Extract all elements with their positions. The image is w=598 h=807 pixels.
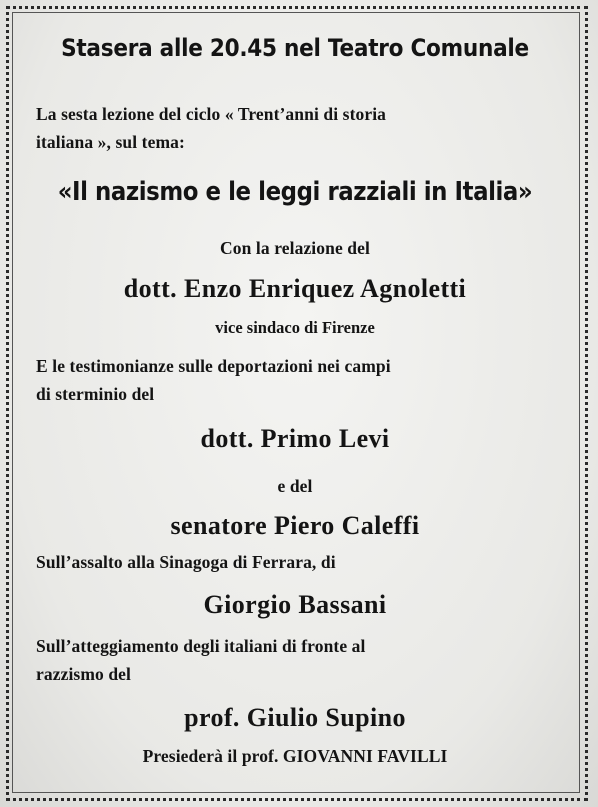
connector-e-del: e del [277,476,313,496]
speaker-supino: prof. Giulio Supino [184,703,406,732]
topic-atteggiamento-line-2: razzismo del [36,664,131,684]
speaker-agnoletti-role: vice sindaco di Firenze [215,318,375,337]
chair-line: Presiederà il prof. GIOVANNI FAVILLI [142,746,448,766]
topic-atteggiamento-line-1: Sull’atteggiamento degli italiani di fronte al [36,636,366,656]
intro-line-1: La sesta lezione del ciclo « Trent’anni di storia [36,104,387,124]
speaker-agnoletti: dott. Enzo Enriquez Agnoletti [123,274,467,303]
speaker-caleffi: senatore Piero Caleffi [170,511,420,540]
intro-line-2: italiana », sul tema: [36,132,185,152]
relazione-intro: Con la relazione del [220,238,370,258]
speaker-levi: dott. Primo Levi [200,424,390,453]
testimonianze-line-1: E le testimonianze sulle deportazioni nei campi [36,356,391,376]
testimonianze-line-2: di sterminio del [36,384,155,404]
speaker-bassani: Giorgio Bassani [203,590,387,619]
headline: Stasera alle 20.45 nel Teatro Comunale [61,34,529,62]
topic-sinagoga: Sull’assalto alla Sinagoga di Ferrara, di [36,552,336,572]
lecture-theme: «Il nazismo e le leggi razziali in Italia» [57,177,533,207]
